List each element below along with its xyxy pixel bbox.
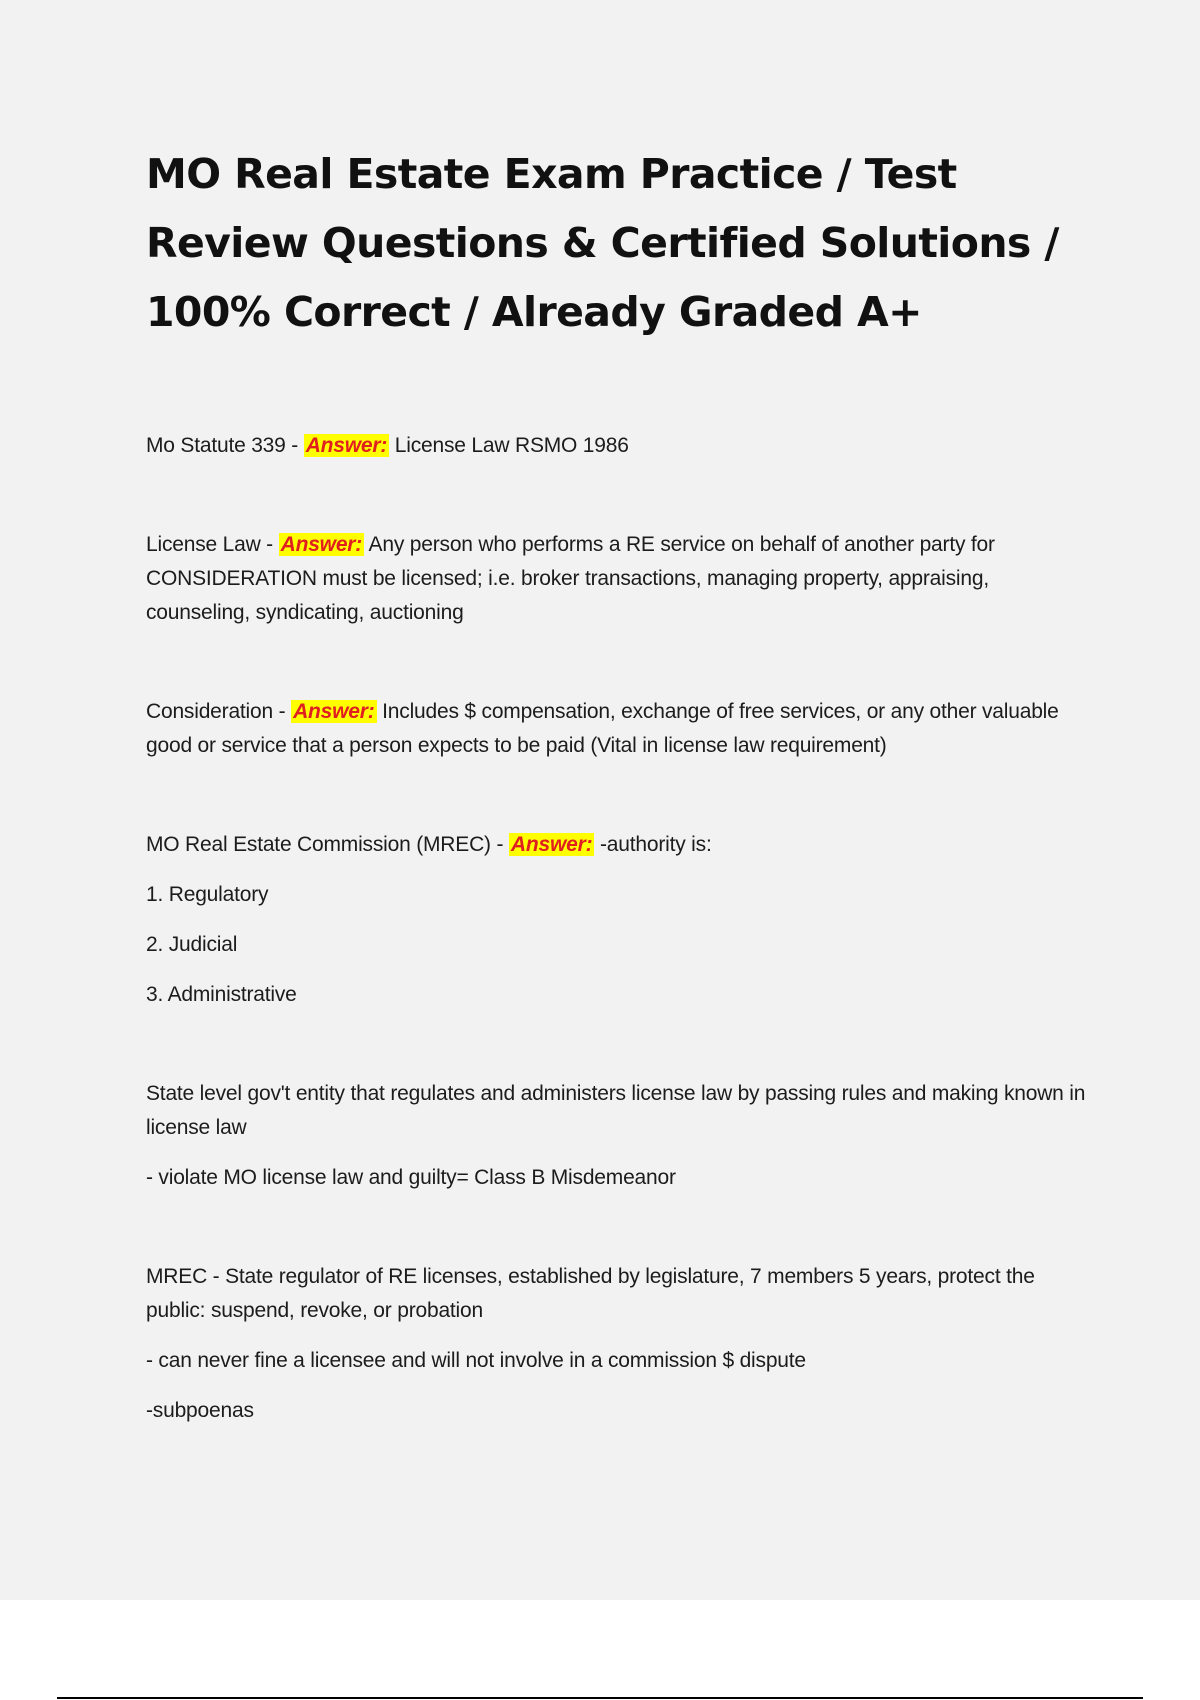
qa-entry bbox=[146, 528, 1086, 630]
entry-note: -subpoenas bbox=[146, 1399, 254, 1422]
list-item: 1. Regulatory bbox=[146, 883, 269, 906]
answer-label: Answer: bbox=[293, 700, 375, 723]
answer-label: Answer: bbox=[305, 434, 388, 457]
entry-term: License Law - bbox=[146, 533, 273, 556]
entry-line bbox=[146, 429, 1086, 463]
entry-line bbox=[146, 695, 1086, 763]
list-item: 3. Administrative bbox=[146, 983, 297, 1006]
qa-entry bbox=[146, 429, 1086, 463]
document-content bbox=[146, 140, 1086, 1428]
entry-answer: License Law RSMO 1986 bbox=[394, 434, 629, 457]
entry-term: Mo Statute 339 - bbox=[146, 434, 299, 457]
entry-note: - can never fine a licensee and will not involve in a commission $ dispute bbox=[146, 1349, 806, 1372]
qa-entry bbox=[146, 695, 1086, 763]
entry-line bbox=[146, 528, 1086, 630]
qa-entry bbox=[146, 1260, 1086, 1428]
document-title: MO Real Estate Exam Practice / Test Review Questions & Certified Solutions / 100% Correct / Already Graded A+ bbox=[146, 150, 1059, 336]
qa-entry bbox=[146, 1077, 1086, 1195]
footer-divider bbox=[57, 1697, 1143, 1699]
entry-answer: Any person who performs a RE service on behalf of another party for CONSIDERATION must be licensed; i.e. broker transactions, managing property, appraising, counseling, syndicating, auctioning bbox=[146, 533, 995, 624]
entry-answer: -authority is: bbox=[600, 833, 712, 856]
entry-term: Consideration - bbox=[146, 700, 286, 723]
qa-entry bbox=[146, 828, 1086, 1012]
answer-label: Answer: bbox=[280, 533, 363, 556]
entry-note: - violate MO license law and guilty= Class B Misdemeanor bbox=[146, 1166, 676, 1189]
entry-answer: Includes $ compensation, exchange of free services, or any other valuable good or service that a person expects to be paid (Vital in license law requirement) bbox=[146, 700, 1059, 757]
entry-text: MREC - State regulator of RE licenses, established by legislature, 7 members 5 years, protect the public: suspend, revoke, or probation bbox=[146, 1265, 1035, 1322]
answer-label: Answer: bbox=[510, 833, 593, 856]
list-item: 2. Judicial bbox=[146, 933, 238, 956]
entry-text: State level gov't entity that regulates and administers license law by passing rules and making known in license law bbox=[146, 1082, 1086, 1139]
entry-line bbox=[146, 828, 1086, 862]
entry-term: MO Real Estate Commission (MREC) - bbox=[146, 833, 504, 856]
